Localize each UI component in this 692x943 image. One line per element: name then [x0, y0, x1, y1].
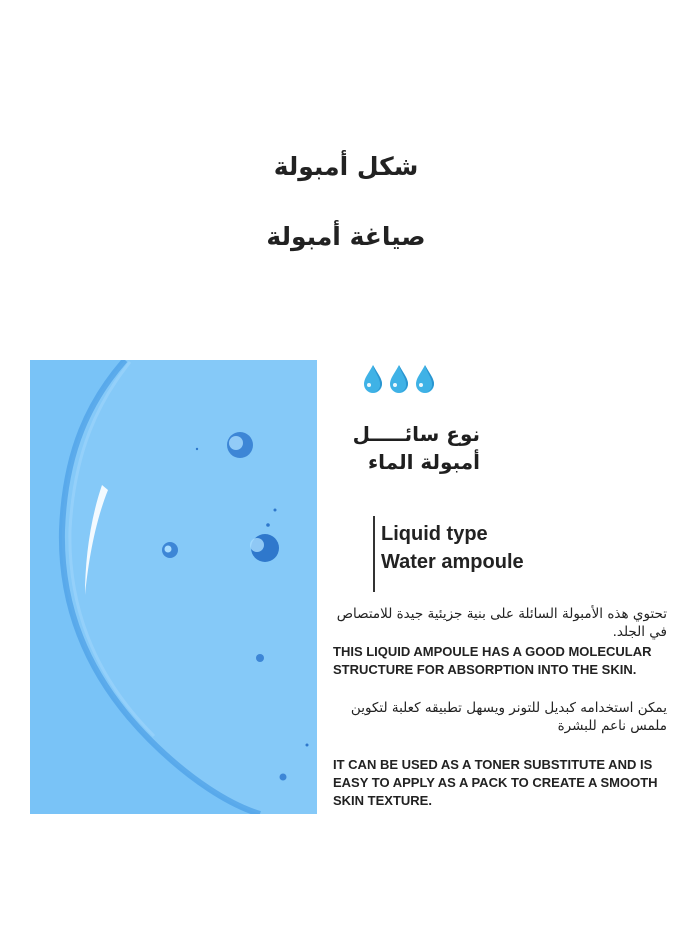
- liquid-type-arabic: [353, 420, 480, 476]
- liquid-type-en-line2: Water ampoule: [381, 551, 524, 573]
- title-ampoule-formula: صياغة أمبولة: [266, 222, 426, 251]
- description-2-english: IT CAN BE USED AS A TONER SUBSTITUTE AND IS EASY TO APPLY AS A PACK TO CREATE A SMOOTH SKIN TEXTURE.: [333, 757, 658, 808]
- description-1-english: THIS LIQUID AMPOULE HAS A GOOD MOLECULAR STRUCTURE FOR ABSORPTION INTO THE SKIN.: [333, 644, 652, 677]
- liquid-type-ar-line2: أمبولة الماء: [367, 450, 480, 474]
- water-drops-rating: [362, 364, 436, 394]
- title-ampoule-shape: شكل أمبولة: [273, 152, 419, 181]
- liquid-type-english: [381, 520, 524, 576]
- water-drop-icon: [388, 364, 410, 394]
- liquid-type-ar-line1: نوع سائـــــل: [352, 422, 480, 446]
- water-drop-icon: [362, 364, 384, 394]
- description-2-arabic: يمكن استخدامه كبديل للتونر ويسهل تطبيقه كعلبة لتكوين ملمس ناعم للبشرة: [350, 700, 667, 734]
- product-texture-image: [30, 360, 317, 814]
- water-drop-icon: [414, 364, 436, 394]
- divider-line: [373, 516, 375, 592]
- liquid-type-en-line1: Liquid type: [381, 523, 488, 545]
- description-1-arabic: تحتوي هذه الأمبولة السائلة على بنية جزيئية جيدة للامتصاص في الجلد.: [336, 606, 667, 640]
